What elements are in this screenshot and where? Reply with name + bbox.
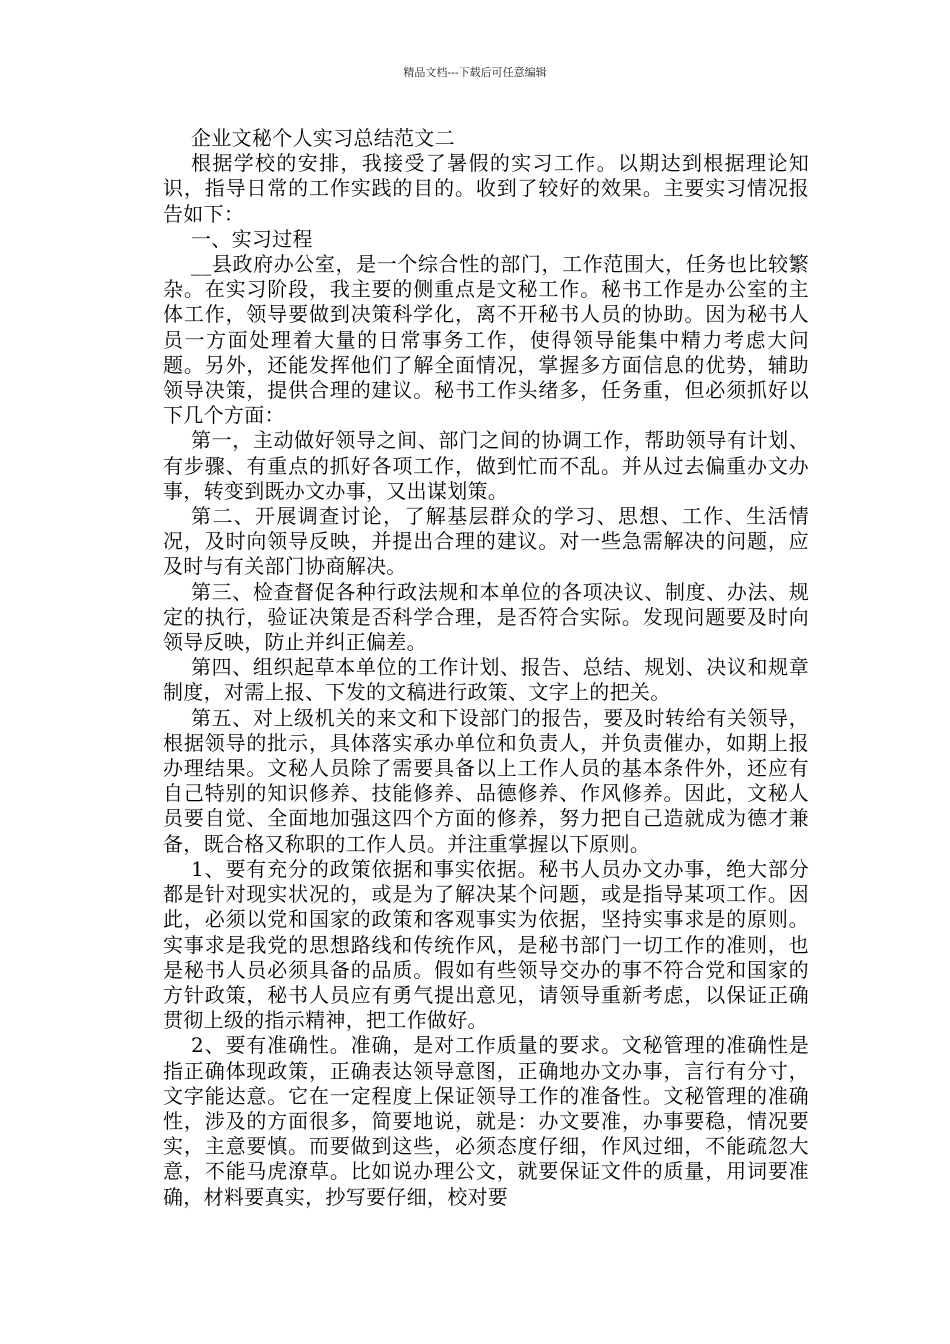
paragraph-first: 第一，主动做好领导之间、部门之间的协调工作，帮助领导有计划、有步骤、有重点的抓好各项工作，做到忙而不乱。并从过去偏重办文办事，转变到既办文办事，又出谋划策。 <box>163 428 809 503</box>
paragraph-second: 第二、开展调查讨论，了解基层群众的学习、思想、工作、生活情况，及时向领导反映，并提出合理的建议。对一些急需解决的问题，应及时与有关部门协商解决。 <box>163 504 809 579</box>
paragraph-fourth: 第四、组织起草本单位的工作计划、报告、总结、规划、决议和规章制度，对需上报、下发的文稿进行政策、文字上的把关。 <box>163 655 809 705</box>
document-title: 企业文秘个人实习总结范文二 <box>191 126 455 150</box>
paragraph-fifth: 第五、对上级机关的来文和下设部门的报告，要及时转给有关领导，根据领导的批示，具体落实承办单位和负责人，并负责催办，如期上报办理结果。文秘人员除了需要具备以上工作人员的基本条件外，还应有自己特别的知识修养、技能修养、品德修养、作风修养。因此，文秘人员要自觉、全面地加强这四个方面的修养，努力把自己造就成为德才兼备，既合格又称职的工作人员。并注重掌握以下原则。 <box>163 705 809 856</box>
paragraph-principle-1: 1、要有充分的政策依据和事实依据。秘书人员办文办事，绝大部分都是针对现实状况的，或是为了解决某个问题，或是指导某项工作。因此，必须以党和国家的政策和客观事实为依据，坚持实事求是的原则。实事求是我党的思想路线和传统作风，是秘书部门一切工作的准则，也是秘书人员必须具备的品质。假如有些领导交办的事不符合党和国家的方针政策，秘书人员应有勇气提出意见，请领导重新考虑，以保证正确贯彻上级的指示精神，把工作做好。 <box>163 856 809 1033</box>
page-header: 精品文档---下载后可任意编辑 <box>403 66 547 79</box>
section-heading-internship-process: 一、实习过程 <box>191 226 313 251</box>
paragraph-third: 第三、检查督促各种行政法规和本单位的各项决议、制度、办法、规定的执行，验证决策是否科学合理，是否符合实际。发现问题要及时向领导反映，防止并纠正偏差。 <box>163 579 809 655</box>
paragraph-office-overview: __县政府办公室，是一个综合性的部门，工作范围大，任务也比较繁杂。在实习阶段，我主要的侧重点是文秘工作。秘书工作是办公室的主体工作，领导要做到决策科学化，离不开秘书人员的协助。因为秘书人员一方面处理着大量的日常事务工作，使得领导能集中精力考虑大问题。另外，还能发挥他们了解全面情况，掌握多方面信息的优势，辅助领导决策，提供合理的建议。秘书工作头绪多，任务重，但必须抓好以下几个方面： <box>163 252 809 428</box>
paragraph-intro: 根据学校的安排，我接受了暑假的实习工作。以期达到根据理论知识，指导日常的工作实践的目的。收到了较好的效果。主要实习情况报告如下： <box>163 151 809 226</box>
paragraph-principle-2: 2、要有准确性。准确，是对工作质量的要求。文秘管理的准确性是指正确体现政策，正确表达领导意图，正确地办文办事，言行有分寸，文字能达意。它在一定程度上保证领导工作的准备性。文秘管理的准确性，涉及的方面很多，简要地说，就是：办文要准，办事要稳，情况要实，主意要慎。而要做到这些，必须态度仔细，作风过细，不能疏忽大意，不能马虎潦草。比如说办理公文，就要保证文件的质量，用词要准确，材料要真实，抄写要仔细，校对要 <box>163 1033 809 1209</box>
document-body <box>163 126 809 1210</box>
